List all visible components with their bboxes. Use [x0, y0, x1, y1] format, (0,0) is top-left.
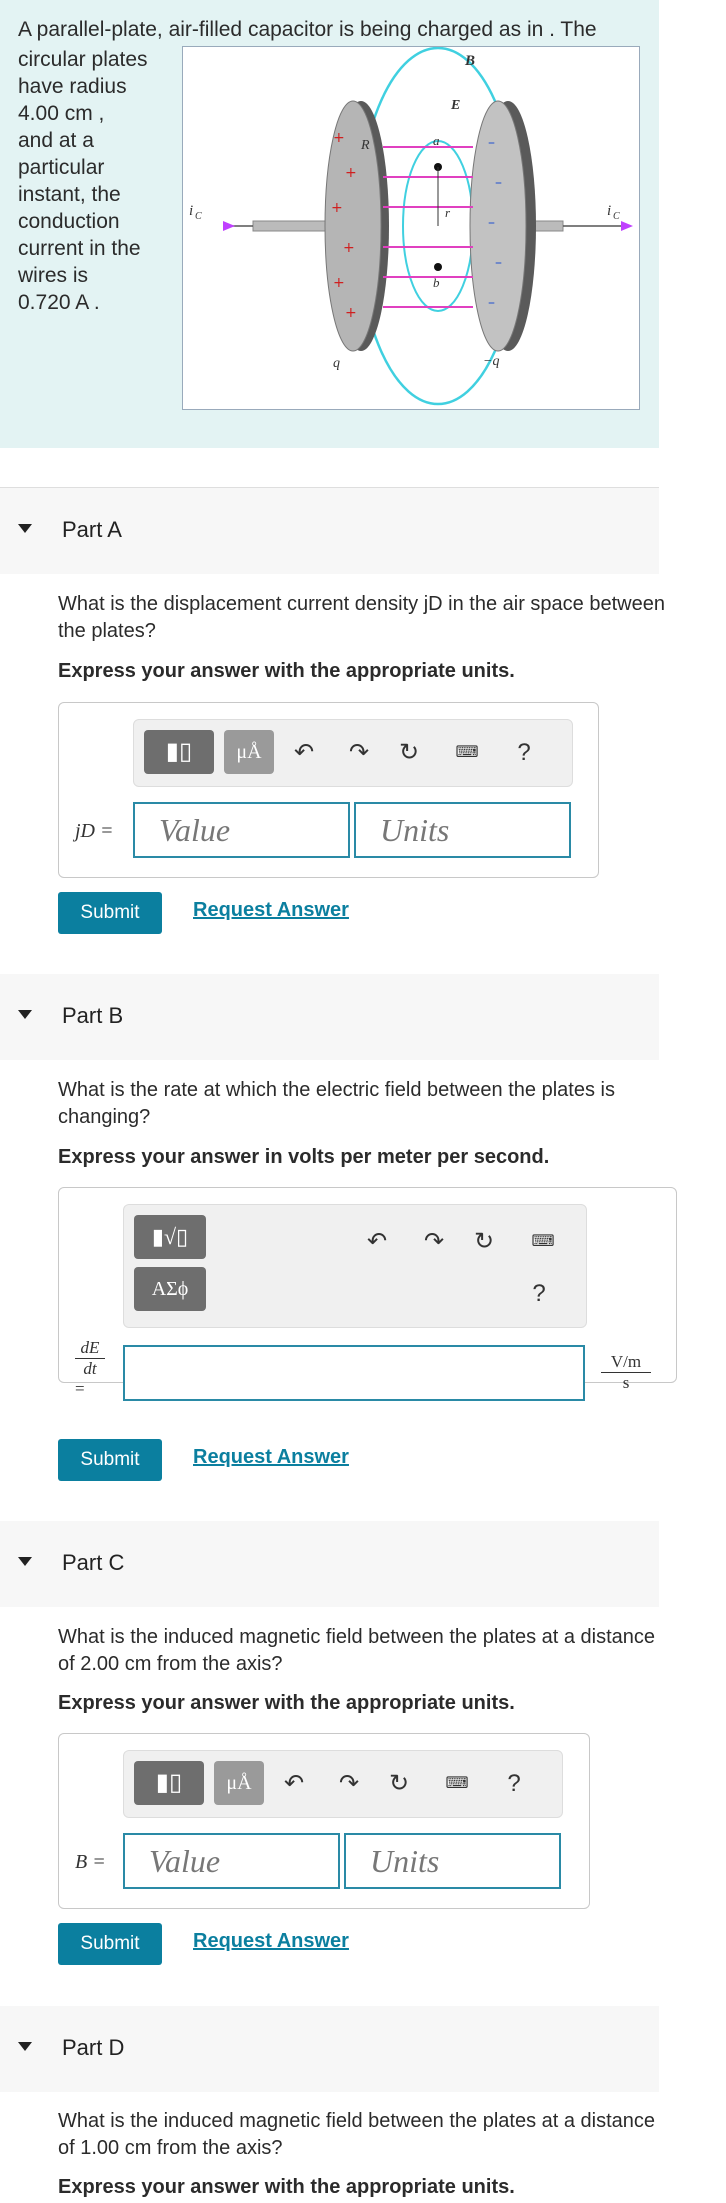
label-b-field: B	[465, 53, 476, 69]
e-field-arrows	[383, 147, 473, 307]
undo-icon[interactable]: ↶	[366, 1228, 388, 1255]
part-c-header[interactable]	[0, 1521, 659, 1607]
part-b-title: Part B	[62, 1003, 124, 1028]
redo-icon[interactable]: ↷	[338, 1770, 360, 1797]
request-answer-link[interactable]: Request Answer	[193, 1446, 349, 1468]
equals-sign: =	[75, 1379, 85, 1398]
collapse-triangle-icon[interactable]	[18, 1557, 32, 1566]
redo-icon[interactable]: ↷	[348, 739, 370, 766]
intro-line: have radius	[18, 75, 127, 98]
help-icon[interactable]: ?	[517, 739, 531, 766]
svg-text:–: –	[488, 215, 495, 231]
math-toolbar	[123, 1204, 587, 1328]
label-e-field: E	[451, 98, 461, 113]
help-icon[interactable]: ?	[532, 1280, 546, 1307]
collapse-triangle-icon[interactable]	[18, 1010, 32, 1019]
math-toolbar	[123, 1750, 563, 1818]
label-ic-right-sub: C	[613, 211, 620, 222]
templates-button[interactable]: ▮▯	[144, 730, 214, 774]
part-b-header[interactable]	[0, 974, 659, 1060]
part-a-question: What is the displacement current density jD in the air space between the plates?	[58, 593, 665, 642]
part-b-question: What is the rate at which the electric field between the plates is changing?	[58, 1079, 615, 1128]
keyboard-icon[interactable]: ⌨	[455, 744, 479, 761]
unit-numerator: V/m	[601, 1352, 651, 1373]
part-c-question: What is the induced magnetic field between the plates at a distance of 2.00 cm from the axis?	[58, 1626, 656, 1675]
label-r: r	[445, 205, 451, 220]
part-b-instruction: Express your answer in volts per meter per second.	[58, 1146, 550, 1168]
svg-text:+: +	[343, 240, 355, 256]
unit-label	[601, 1352, 651, 1393]
jd-variable-label: jD =	[75, 820, 114, 842]
b-variable-label: B =	[75, 1851, 106, 1873]
value-input[interactable]: Value	[133, 802, 350, 858]
intro-line: current in the	[18, 237, 141, 260]
svg-text:–: –	[495, 175, 502, 191]
label-q: q	[333, 356, 340, 371]
intro-line: circular plates	[18, 48, 148, 71]
label-a: a	[433, 133, 440, 148]
part-a-header[interactable]	[0, 488, 659, 574]
part-c-title: Part C	[62, 1550, 125, 1575]
collapse-triangle-icon[interactable]	[18, 524, 32, 533]
svg-text:+: +	[333, 130, 345, 146]
svg-text:+: +	[345, 305, 357, 321]
svg-text:+: +	[333, 275, 345, 291]
redo-icon[interactable]: ↷	[423, 1228, 445, 1255]
request-answer-link[interactable]: Request Answer	[193, 899, 349, 921]
capacitor-figure	[182, 46, 640, 410]
dt-denominator: dt	[83, 1359, 97, 1378]
greek-symbols-button[interactable]: ΑΣϕ	[134, 1267, 206, 1311]
part-b-answer-box	[58, 1187, 677, 1398]
request-answer-link[interactable]: Request Answer	[193, 1930, 349, 1952]
units-input[interactable]: Units	[354, 802, 571, 858]
part-c-instruction: Express your answer with the appropriate units.	[58, 1692, 515, 1714]
svg-text:+: +	[345, 165, 357, 181]
part-d-question: What is the induced magnetic field between the plates at a distance of 1.00 cm from the axis?	[58, 2110, 656, 2159]
templates-button[interactable]: ▮▯	[134, 1761, 204, 1805]
part-d-header[interactable]	[0, 2006, 659, 2092]
svg-text:–: –	[488, 135, 495, 151]
math-toolbar	[133, 719, 573, 787]
value-input[interactable]: Value	[123, 1833, 340, 1889]
intro-text-wrapped	[18, 46, 168, 316]
de-numerator: dE	[75, 1338, 105, 1359]
label-ic-left: i	[189, 203, 194, 219]
reset-icon[interactable]: ↻	[473, 1228, 495, 1255]
reset-icon[interactable]: ↻	[388, 1770, 410, 1797]
reset-icon[interactable]: ↻	[398, 739, 420, 766]
left-wire	[253, 221, 333, 231]
units-button[interactable]: μÅ	[224, 730, 274, 774]
radical-templates-button[interactable]: ▮√▯	[134, 1215, 206, 1259]
intro-line: wires is	[18, 264, 89, 287]
undo-icon[interactable]: ↶	[283, 1770, 305, 1797]
capacitor-diagram	[183, 47, 639, 409]
label-b: b	[433, 275, 440, 290]
keyboard-icon[interactable]: ⌨	[531, 1233, 555, 1250]
submit-button[interactable]: Submit	[58, 1923, 162, 1965]
collapse-triangle-icon[interactable]	[18, 2042, 32, 2051]
svg-text:–: –	[488, 295, 495, 311]
intro-line: instant, the	[18, 183, 121, 206]
submit-button[interactable]: Submit	[58, 892, 162, 934]
intro-line: and at a	[18, 129, 94, 152]
part-a-answer-box	[58, 702, 599, 878]
units-button[interactable]: μÅ	[214, 1761, 264, 1805]
intro-text-first-line: A parallel-plate, air-filled capacitor is being charged as in . The	[18, 18, 597, 41]
label-radius: R	[361, 138, 370, 153]
intro-line: 4.00 cm ,	[18, 102, 105, 125]
label-ic-right: i	[607, 203, 612, 219]
label-neg-q: −q	[483, 354, 500, 369]
label-ic-left-sub: C	[195, 211, 202, 222]
intro-line: conduction	[18, 210, 120, 233]
part-c-answer-box	[58, 1733, 590, 1909]
keyboard-icon[interactable]: ⌨	[445, 1775, 469, 1792]
unit-denominator: s	[622, 1373, 630, 1392]
intro-line: 0.720 A .	[18, 291, 100, 314]
problem-intro	[0, 0, 659, 448]
help-icon[interactable]: ?	[507, 1770, 521, 1797]
part-d-instruction: Express your answer with the appropriate units.	[58, 2176, 515, 2198]
svg-text:+: +	[331, 200, 343, 216]
right-plate	[470, 101, 526, 351]
part-a-instruction: Express your answer with the appropriate units.	[58, 660, 515, 682]
undo-icon[interactable]: ↶	[293, 739, 315, 766]
part-a-title: Part A	[62, 517, 122, 542]
part-d-title: Part D	[62, 2035, 125, 2060]
intro-line: particular	[18, 156, 105, 179]
units-input[interactable]: Units	[344, 1833, 561, 1889]
submit-button[interactable]: Submit	[58, 1439, 162, 1481]
svg-text:–: –	[495, 255, 502, 271]
de-dt-label	[75, 1338, 105, 1399]
rate-input[interactable]	[123, 1345, 585, 1401]
